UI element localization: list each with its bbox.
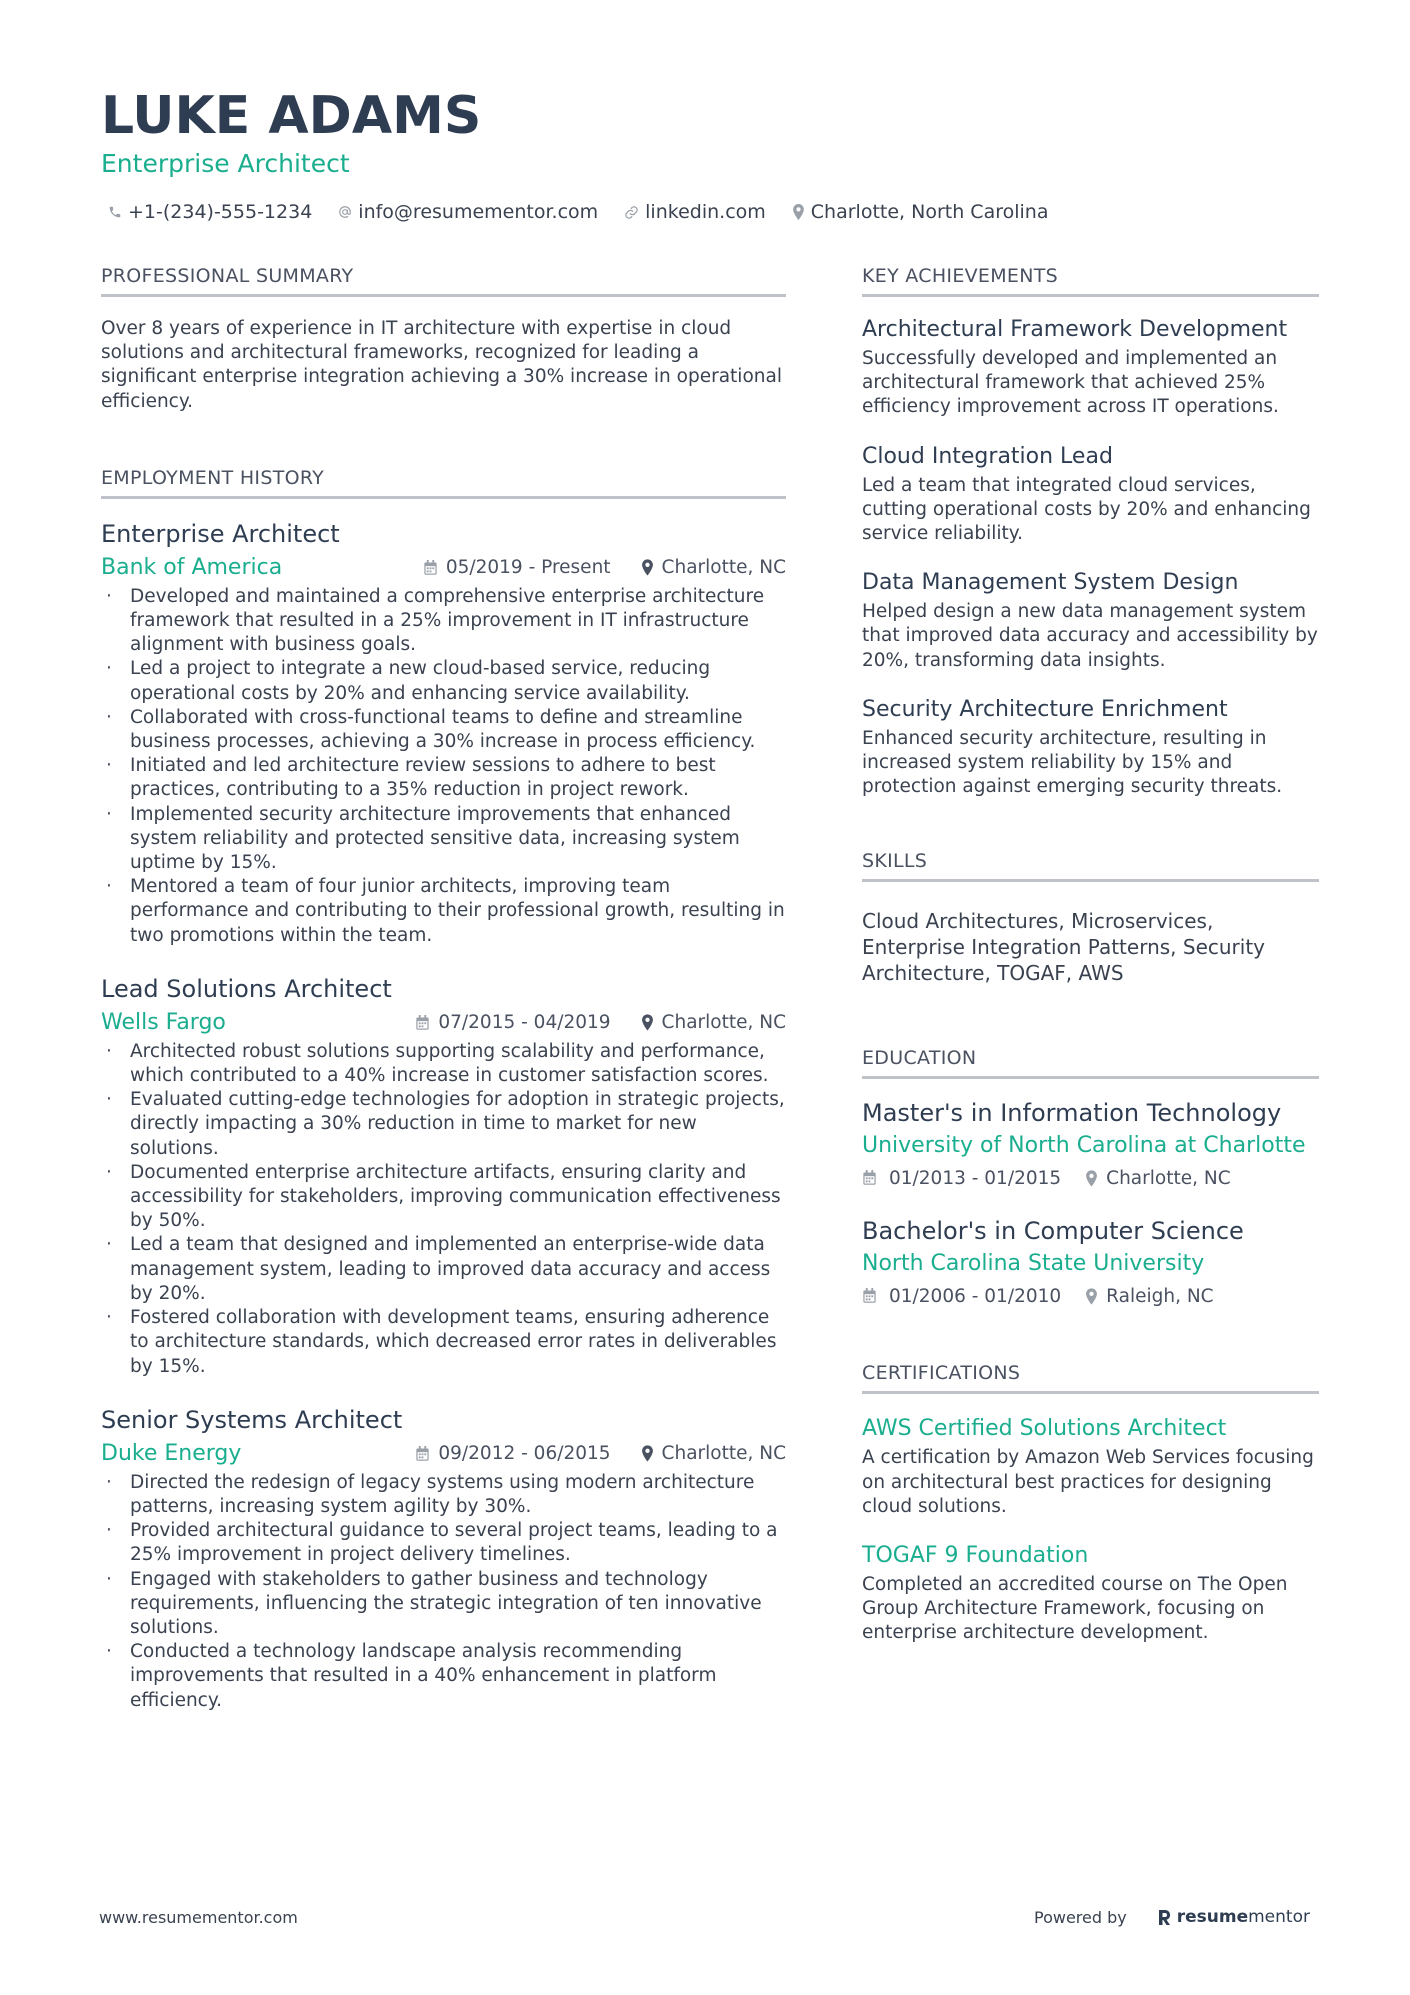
certification-desc: A certification by Amazon Web Services focusing on architectural best practices for designing cloud solutions. (862, 1447, 1314, 1517)
job-dates (415, 1012, 610, 1033)
location-pin-icon (1085, 1170, 1098, 1187)
certifications-list (862, 1414, 1319, 1645)
bullet-item (101, 1088, 786, 1161)
job-company: Bank of America (101, 555, 283, 581)
candidate-name: LUKE ADAMS (101, 86, 482, 146)
at-icon (338, 205, 352, 219)
job-entry (101, 1405, 786, 1713)
contact-email (338, 201, 598, 223)
job-location-text: Charlotte, NC (661, 1443, 786, 1465)
bullet-text: Evaluated cutting-edge technologies for adoption in strategic projects, directly impacting a 30% reduction in time to market for new solutions. (130, 1089, 785, 1159)
bullet-text: Architected robust solutions supporting scalability and performance, which contributed to a 40% increase in customer satisfaction scores. (130, 1040, 769, 1087)
linkedin-text: linkedin.com (645, 201, 766, 223)
bullet-text: Engaged with stakeholders to gather business and technology requirements, influencing the strategic integration of ten innovative solutions. (130, 1568, 762, 1638)
job-dates (423, 557, 611, 578)
achievement-title: Data Management System Design (862, 570, 1239, 596)
achievement-item (862, 315, 1319, 420)
bullet-dot: · (106, 1040, 112, 1062)
location-pin-icon (792, 204, 805, 220)
education-degree: Master's in Information Technology (862, 1099, 1282, 1128)
job-bullets (101, 585, 786, 948)
certification-title: TOGAF 9 Foundation (862, 1543, 1089, 1569)
email-text: info@resumementor.com (358, 201, 599, 223)
resumementor-logo-icon (1157, 1908, 1172, 1926)
skills-text: Cloud Architectures, Microservices, Enterprise Integration Patterns, Security Architecture, TOGAF, AWS (862, 909, 1266, 986)
education-school: North Carolina State University (862, 1251, 1205, 1277)
calendar-icon (423, 560, 438, 576)
certification-desc: Completed an accredited course on The Open Group Architecture Framework, focusing on enterprise architecture development. (862, 1574, 1288, 1644)
bullet-text: Developed and maintained a comprehensive enterprise architecture framework that resulted in a 25% improvement in IT infrastructure alignment with business goals. (130, 585, 765, 656)
brand-name-resume: resume (1176, 1907, 1249, 1927)
location-text: Charlotte, North Carolina (810, 201, 1049, 223)
education-location-text: Charlotte, NC (1106, 1167, 1231, 1189)
job-entry (101, 519, 786, 948)
education-dates (862, 1168, 1061, 1189)
education-dates-text: 01/2013 - 01/2015 (889, 1167, 1062, 1189)
certifications-heading: CERTIFICATIONS (862, 1361, 1319, 1394)
job-entry (101, 974, 786, 1379)
bullet-dot: · (106, 585, 112, 607)
brand-logo[interactable] (1157, 1907, 1310, 1927)
achievement-title: Cloud Integration Lead (862, 443, 1113, 469)
job-meta-right (423, 557, 786, 578)
link-icon (624, 205, 639, 220)
job-bullets (101, 1040, 786, 1379)
footer-branding (1034, 1904, 1310, 1930)
bullet-text: Mentored a team of four junior architects, improving team performance and contributing to their professional growth, resulting in two promotions within the team. (130, 876, 785, 946)
bullet-item (101, 1040, 786, 1088)
calendar-icon (862, 1170, 877, 1186)
bullet-dot: · (106, 1307, 112, 1329)
bullet-item (101, 1519, 786, 1567)
certification-item (862, 1541, 1319, 1646)
employment-heading: EMPLOYMENT HISTORY (101, 466, 786, 499)
bullet-item (101, 754, 786, 802)
achievement-item (862, 695, 1319, 800)
footer-website[interactable]: www.resumementor.com (99, 1908, 298, 1927)
achievement-desc: Successfully developed and implemented an architectural framework that achieved 25% efficiency improvement across IT operations. (862, 348, 1279, 418)
education-item (862, 1097, 1319, 1193)
bullet-item (101, 803, 786, 876)
location-pin-icon (641, 559, 654, 576)
achievements-heading: KEY ACHIEVEMENTS (862, 264, 1319, 297)
job-bullets (101, 1471, 786, 1713)
right-column (862, 264, 1319, 1646)
bullet-dot: · (106, 658, 112, 680)
summary-text: Over 8 years of experience in IT architecture with expertise in cloud solutions and architectural frameworks, recognized for leading a significant enterprise integration achieving a 30% increase in operational efficiency. (101, 318, 782, 412)
powered-by-label: Powered by (1034, 1907, 1127, 1927)
location-pin-icon (641, 1014, 654, 1031)
achievement-item (862, 568, 1319, 673)
bullet-item (101, 1161, 786, 1234)
brand-name-mentor: mentor (1248, 1907, 1310, 1927)
candidate-title: Enterprise Architect (101, 149, 350, 178)
job-dates (415, 1443, 610, 1464)
calendar-icon (415, 1015, 430, 1031)
bullet-item (101, 1640, 786, 1713)
education-item (862, 1215, 1319, 1311)
calendar-icon (862, 1288, 877, 1304)
bullet-text: Conducted a technology landscape analysis recommending improvements that resulted in a 40% enhancement in platform efficiency. (130, 1641, 717, 1711)
job-dates-text: 09/2012 - 06/2015 (438, 1443, 611, 1465)
bullet-text: Directed the redesign of legacy systems using modern architecture patterns, increasing system agility by 30%. (130, 1471, 755, 1517)
certification-item (862, 1414, 1319, 1519)
left-column (101, 264, 786, 1713)
contact-bar (108, 196, 1074, 228)
bullet-item (101, 1568, 786, 1641)
achievement-desc: Enhanced security architecture, resulting in increased system reliability by 15% and protection against emerging security threats. (862, 727, 1283, 798)
bullet-item (101, 875, 786, 948)
education-location-text: Raleigh, NC (1106, 1285, 1214, 1307)
bullet-dot: · (106, 1234, 112, 1256)
bullet-item (101, 1471, 786, 1519)
education-meta (862, 1281, 1319, 1311)
education-school: University of North Carolina at Charlotte (862, 1133, 1306, 1159)
bullet-text: Led a project to integrate a new cloud-based service, reducing operational costs by 20% and enhancing service availability. (130, 658, 711, 704)
bullet-dot: · (106, 1089, 112, 1111)
education-dates-text: 01/2006 - 01/2010 (889, 1285, 1062, 1307)
achievement-title: Security Architecture Enrichment (862, 696, 1228, 722)
job-location-text: Charlotte, NC (661, 557, 786, 579)
bullet-dot: · (106, 1520, 112, 1542)
job-meta-right (415, 1012, 786, 1033)
bullet-text: Led a team that designed and implemented an enterprise-wide data management system, leading to improved data accuracy and access by 20%. (130, 1234, 771, 1304)
bullet-item (101, 657, 786, 705)
bullet-dot: · (106, 1471, 112, 1493)
bullet-dot: · (106, 803, 112, 825)
education-dates (862, 1286, 1061, 1307)
bullet-text: Provided architectural guidance to several project teams, leading to a 25% improvement in project delivery timelines. (130, 1520, 778, 1566)
education-heading: EDUCATION (862, 1046, 1319, 1079)
phone-icon (108, 205, 122, 219)
job-location (641, 1443, 786, 1464)
job-location-text: Charlotte, NC (661, 1012, 786, 1034)
job-meta (101, 553, 786, 583)
location-pin-icon (1085, 1288, 1098, 1305)
job-role: Lead Solutions Architect (101, 974, 392, 1003)
achievement-title: Architectural Framework Development (862, 317, 1288, 342)
job-location (641, 1012, 786, 1033)
contact-phone (108, 201, 312, 223)
contact-location (792, 201, 1049, 223)
education-location (1085, 1286, 1213, 1307)
bullet-text: Collaborated with cross-functional teams to define and streamline business processes, achieving a 30% increase in process efficiency. (130, 706, 756, 753)
job-meta (101, 1008, 786, 1038)
calendar-icon (415, 1446, 430, 1462)
achievement-desc: Helped design a new data management system that improved data accuracy and accessibility by 20%, transforming data insights. (862, 601, 1318, 671)
bullet-text: Initiated and led architecture review sessions to adhere to best practices, contributing to a 35% reduction in project rework. (130, 755, 716, 801)
job-role: Senior Systems Architect (101, 1405, 403, 1434)
achievement-item (862, 442, 1319, 547)
job-dates-text: 07/2015 - 04/2019 (438, 1012, 611, 1034)
bullet-dot: · (106, 706, 112, 728)
bullet-dot: · (106, 1161, 112, 1183)
bullet-text: Implemented security architecture improvements that enhanced system reliability and protected sensitive data, increasing system uptime by 15%. (130, 803, 740, 874)
bullet-item (101, 706, 786, 754)
bullet-dot: · (106, 1568, 112, 1590)
bullet-item (101, 1306, 786, 1379)
education-meta (862, 1163, 1319, 1193)
bullet-text: Fostered collaboration with development teams, ensuring adherence to architecture standards, which decreased error rates in deliverables by 15%. (130, 1307, 777, 1377)
job-role: Enterprise Architect (101, 519, 340, 548)
phone-text: +1-(234)-555-1234 (128, 201, 313, 223)
job-dates-text: 05/2019 - Present (445, 557, 611, 579)
bullet-dot: · (106, 1641, 112, 1663)
job-meta-right (415, 1443, 786, 1464)
bullet-dot: · (106, 876, 112, 898)
achievements-list (862, 315, 1319, 799)
bullet-text: Documented enterprise architecture artifacts, ensuring clarity and accessibility for stakeholders, improving communication effectiveness by 50%. (130, 1161, 781, 1232)
education-location (1085, 1168, 1230, 1189)
achievement-desc: Led a team that integrated cloud services, cutting operational costs by 20% and enhancing service reliability. (862, 474, 1311, 545)
location-pin-icon (641, 1445, 654, 1462)
bullet-item (101, 585, 786, 658)
bullet-dot: · (106, 755, 112, 777)
job-location (641, 557, 786, 578)
education-degree: Bachelor's in Computer Science (862, 1217, 1244, 1246)
job-meta (101, 1439, 786, 1469)
contact-linkedin (624, 201, 766, 223)
summary-heading: PROFESSIONAL SUMMARY (101, 264, 786, 297)
skills-heading: SKILLS (862, 849, 1319, 882)
job-company: Duke Energy (101, 1441, 242, 1467)
bullet-item (101, 1233, 786, 1306)
education-list (862, 1097, 1319, 1311)
certification-title: AWS Certified Solutions Architect (862, 1416, 1227, 1442)
job-company: Wells Fargo (101, 1010, 226, 1036)
